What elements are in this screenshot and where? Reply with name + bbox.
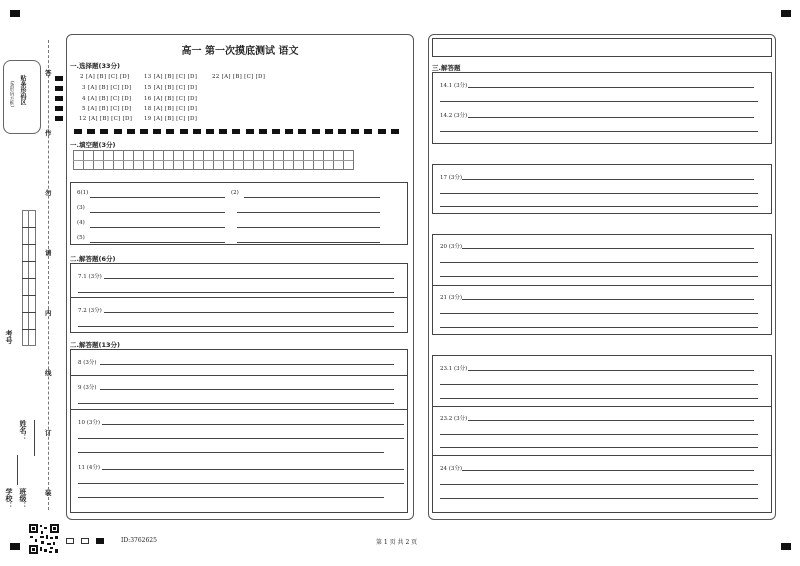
q7-2-answer-line-2[interactable] xyxy=(78,326,394,327)
q14-1-answer-line-2[interactable] xyxy=(440,101,758,102)
q14-box xyxy=(432,72,772,144)
q20-answer-line-2[interactable] xyxy=(440,262,758,263)
binding-char-3: 勿 xyxy=(45,189,52,197)
q20-answer-line[interactable] xyxy=(462,248,754,249)
timing-mark xyxy=(100,129,108,134)
absent-mark-box[interactable] xyxy=(66,538,74,544)
q20-answer-line-3[interactable] xyxy=(440,276,758,277)
binding-char-1: 答 xyxy=(45,69,52,77)
q6-5-answer-line[interactable] xyxy=(90,242,225,243)
q7-1-label: 7.1 (3分) xyxy=(78,274,102,280)
q10-answer-line-2[interactable] xyxy=(78,438,404,439)
timing-mark xyxy=(74,129,82,134)
name-field[interactable] xyxy=(34,420,35,456)
school-label: 学校： xyxy=(5,488,13,509)
class-label: 班级： xyxy=(19,488,27,509)
q7-1-answer-line-2[interactable] xyxy=(78,292,394,293)
q6-4-label: (4) xyxy=(77,220,85,226)
q20-label: 20 (3分) xyxy=(440,244,463,250)
barcode-sticker-area xyxy=(3,60,41,134)
qr-code-image xyxy=(28,523,60,555)
q11-answer-line[interactable] xyxy=(102,469,404,470)
choice-num: 18 xyxy=(144,106,152,112)
choice-options[interactable]: [A] [B] [C] [D] xyxy=(87,96,132,102)
timing-mark xyxy=(338,129,346,134)
q23-2-answer-line-3[interactable] xyxy=(440,447,758,448)
q23-1-answer-line-3[interactable] xyxy=(440,398,758,399)
timing-mark xyxy=(285,129,293,134)
q6-3b-answer-line[interactable] xyxy=(237,212,380,213)
timing-mark xyxy=(166,129,174,134)
q6-1-label: 6(1) xyxy=(77,190,89,196)
corner-mark-top-right xyxy=(781,10,791,17)
timing-mark xyxy=(193,129,201,134)
binding-char-7: 订 xyxy=(45,429,52,437)
choice-options[interactable]: [A] [B] [C] [D] xyxy=(153,74,198,80)
corner-mark-bottom-left xyxy=(10,543,20,550)
filled-mark-sample xyxy=(96,538,104,544)
q17-answer-line-3[interactable] xyxy=(440,206,758,207)
q8-answer-line[interactable] xyxy=(100,364,394,365)
binding-char-5: 内 xyxy=(45,309,52,317)
answer-section-2-title: 二.解答题(13分) xyxy=(70,341,120,349)
q11-label: 11 (4分) xyxy=(78,465,101,471)
q23-2-label: 23.2 (3分) xyxy=(440,416,468,422)
q14-2-answer-line-2[interactable] xyxy=(440,131,758,132)
choice-options[interactable]: [A] [B] [C] [D] xyxy=(87,106,132,112)
q7-2-answer-line[interactable] xyxy=(104,312,394,313)
timing-mark xyxy=(272,129,280,134)
q17-answer-line[interactable] xyxy=(462,179,754,180)
choice-num: 4 xyxy=(82,96,86,102)
q6-2-answer-line[interactable] xyxy=(244,197,380,198)
school-field[interactable] xyxy=(17,455,18,485)
q21-answer-line-2[interactable] xyxy=(440,313,758,314)
q6-2-label: (2) xyxy=(231,190,239,196)
q23-1-label: 23.1 (3分) xyxy=(440,366,468,372)
timing-mark xyxy=(127,129,135,134)
timing-mark xyxy=(259,129,267,134)
choice-options[interactable]: [A] [B] [C] [D] xyxy=(153,106,198,112)
q11-answer-line-2[interactable] xyxy=(78,483,404,484)
choice-num: 22 xyxy=(212,74,220,80)
violation-mark-box[interactable] xyxy=(81,538,89,544)
q24-answer-line-2[interactable] xyxy=(440,484,758,485)
timing-mark xyxy=(298,129,306,134)
choice-options[interactable]: [A] [B] [C] [D] xyxy=(153,85,198,91)
timing-mark xyxy=(246,129,254,134)
q23-1-box xyxy=(432,355,772,407)
q14-1-answer-line[interactable] xyxy=(468,87,754,88)
fill-section-title: 一.填空题(3分) xyxy=(70,141,116,149)
q11-answer-line-3[interactable] xyxy=(78,497,384,498)
q6-4-answer-line[interactable] xyxy=(90,227,225,228)
q9-box xyxy=(70,375,408,410)
q10-label: 10 (3分) xyxy=(78,420,101,426)
choice-num: 13 xyxy=(144,74,152,80)
timing-mark xyxy=(219,129,227,134)
choice-num: 3 xyxy=(82,85,86,91)
q21-answer-line[interactable] xyxy=(462,299,754,300)
q10-answer-line[interactable] xyxy=(102,424,404,425)
timing-mark xyxy=(325,129,333,134)
timing-mark xyxy=(312,129,320,134)
q7-2-label: 7.2 (3分) xyxy=(78,308,102,314)
fill-grid-midline xyxy=(73,160,353,161)
sticker-title: 贴条形码区 xyxy=(19,75,26,105)
q24-answer-line[interactable] xyxy=(462,470,754,471)
choice-options[interactable]: [A] [B] [C] [D] xyxy=(85,74,130,80)
right-header-box xyxy=(432,38,772,57)
q8-label: 8 (3分) xyxy=(78,360,97,366)
student-id-label: 考号 xyxy=(5,330,13,344)
binding-char-4: 请 xyxy=(45,249,52,257)
q10-answer-line-3[interactable] xyxy=(78,452,384,453)
q8-box xyxy=(70,349,408,376)
q7-2-box xyxy=(70,297,408,333)
choice-options[interactable]: [A] [B] [C] [D] xyxy=(88,116,133,122)
timing-mark xyxy=(351,129,359,134)
choice-num: 16 xyxy=(144,96,152,102)
binding-line xyxy=(48,40,49,510)
timing-mark xyxy=(114,129,122,134)
q9-label: 9 (3分) xyxy=(78,385,97,391)
choice-num: 12 xyxy=(79,116,87,122)
q17-label: 17 (3分) xyxy=(440,175,463,181)
q21-answer-line-3[interactable] xyxy=(440,327,758,328)
choice-options[interactable]: [A] [B] [C] [D] xyxy=(87,85,132,91)
timing-mark xyxy=(87,129,95,134)
page-number: 第 1 页 共 2 页 xyxy=(376,539,418,546)
q20-box xyxy=(432,234,772,286)
q23-1-answer-line[interactable] xyxy=(468,370,754,371)
choice-num: 2 xyxy=(80,74,84,80)
corner-mark-bottom-right xyxy=(781,543,791,550)
timing-mark xyxy=(140,129,148,134)
q23-2-answer-line[interactable] xyxy=(468,420,754,421)
choice-options[interactable]: [A] [B] [C] [D] xyxy=(153,96,198,102)
q6-1-answer-line[interactable] xyxy=(90,197,225,198)
q6-3-label: (3) xyxy=(77,205,85,211)
q17-answer-line-2[interactable] xyxy=(440,193,758,194)
choice-num: 15 xyxy=(144,85,152,91)
q9-answer-line-2[interactable] xyxy=(78,403,394,404)
timing-mark xyxy=(206,129,214,134)
choice-num: 19 xyxy=(144,116,152,122)
choice-num: 5 xyxy=(82,106,86,112)
q21-label: 21 (3分) xyxy=(440,295,463,301)
q6-4b-answer-line[interactable] xyxy=(237,227,380,228)
choice-options[interactable]: [A] [B] [C] [D] xyxy=(153,116,198,122)
q14-2-label: 14.2 (3分) xyxy=(440,113,468,119)
q23-1-answer-line-2[interactable] xyxy=(440,384,758,385)
timing-mark xyxy=(232,129,240,134)
answer-section-1-title: 二.解答题(6分) xyxy=(70,255,116,263)
fill-answer-box xyxy=(70,182,408,245)
q24-answer-line-3[interactable] xyxy=(440,498,758,499)
q7-1-answer-line[interactable] xyxy=(104,278,394,279)
q6-5-label: (5) xyxy=(77,235,85,241)
q14-1-label: 14.1 (3分) xyxy=(440,83,468,89)
timing-mark xyxy=(180,129,188,134)
q24-label: 24 (3分) xyxy=(440,466,463,472)
q6-5b-answer-line[interactable] xyxy=(237,242,380,243)
timing-mark xyxy=(391,129,399,134)
binding-char-2: 作 xyxy=(45,129,52,137)
choice-section-title: 一.选择题(33分) xyxy=(70,62,120,70)
sticker-subtitle: (条形码方框) xyxy=(9,81,14,108)
name-label: 姓名： xyxy=(19,420,27,441)
timing-mark xyxy=(378,129,386,134)
binding-char-8: 装 xyxy=(45,489,52,497)
timing-mark xyxy=(364,129,372,134)
q14-2-answer-line[interactable] xyxy=(468,117,754,118)
page-title: 高一 第一次摸底测试 语文 xyxy=(181,46,299,57)
choice-options[interactable]: [A] [B] [C] [D] xyxy=(221,74,266,80)
q23-2-box xyxy=(432,406,772,456)
q23-2-answer-line-2[interactable] xyxy=(440,434,758,435)
binding-char-6: 线 xyxy=(45,369,52,377)
q9-answer-line[interactable] xyxy=(100,389,394,390)
timing-mark xyxy=(153,129,161,134)
sheet-id: ID:3762625 xyxy=(121,537,157,544)
q6-3-answer-line[interactable] xyxy=(90,212,225,213)
answer-section-3-title: 三.解答题 xyxy=(432,64,461,72)
corner-mark-top-left xyxy=(10,10,20,17)
